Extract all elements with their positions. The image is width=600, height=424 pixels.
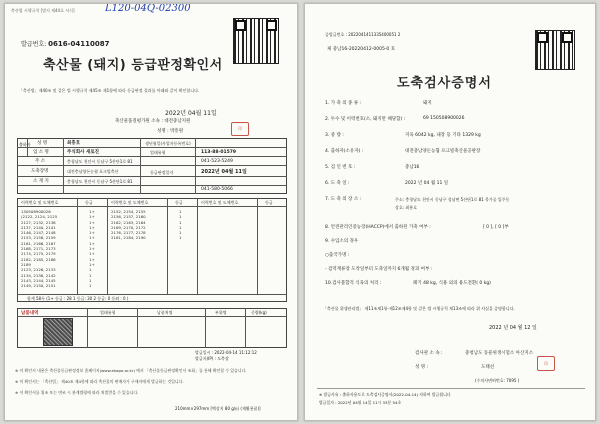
judge-name: 성명 : 박흥원	[157, 129, 184, 134]
trace-numbers-col-1: 150508900026 (2122, 2124, 2125 2127, 2132, 2136 2137, 2140, 2141 2146, 2147, 2148 2153, 2158, 2159 2161, 2166, 2167 2168, 2171, 2173 2174, 2175, 2179 2182, 2185, 2186 2189 2123, 2126, 2133 2134, 2138, 2142 2143, 2144, 2145 2149, 2150, 2151	[21, 209, 58, 289]
address-label: 주 소	[35, 159, 46, 164]
grades-col-2: 1 1 1 1 1 1	[179, 209, 182, 241]
footnote-2: ※ 이 확인서는 「축산법」 제40조 제4항에 따라 축산물의 판매자가 구매자에게 발급하는 것입니다.	[15, 379, 184, 384]
delivery-header-5: 중량(kg)	[251, 310, 267, 315]
item-3-label: 3. 중 량 :	[325, 133, 344, 138]
name-value: 최흥호	[67, 141, 81, 146]
trace-numbers-col-2: 2152, 2154, 2155 2156, 2157, 2160 2162, 2163, 2164 2169, 2170, 2172 2176, 2177, 2178 2181, 2184, 2190	[111, 209, 146, 241]
item-6-label: 6. 도 축 일 :	[325, 181, 350, 186]
item-5-value: 충남16	[405, 165, 420, 170]
inspector-seal-icon: 印	[537, 356, 555, 371]
grades-col-1: 1+ 1+ 1+ 1+ 1+ 1+ 1+ 1+ 1+ 1+ 1+ 1 1 1 1	[89, 209, 95, 289]
org-line: 축산물품질평가원 소속 : 대전충남지원	[115, 119, 191, 124]
birth-label: 생년월일(사업자등록번호)	[145, 141, 191, 146]
handwritten-code: L120-04Q-02300	[105, 3, 191, 14]
issue-number-label: 발급번호:	[21, 41, 47, 48]
item-6-value: 2022 년 04 월 11 일	[405, 181, 449, 186]
footnote-1: ※ 이 확인서 내용은 축산물등급판정정보 홈페이지(www.ekape.or.kr) 에서 「축산물등급판정확인서 조회」를 통해 확인할 수 있습니다.	[15, 368, 247, 373]
paper-size: 210mm×297mm [백상지 80 g/㎡ (재활용품)]	[175, 406, 261, 411]
cert-number: 제 충남16-20220412-0005-0 호	[327, 47, 396, 52]
issue-number	[21, 39, 110, 48]
inspector-name-value: 도태선	[481, 365, 495, 370]
item-8-label: 8. 안전관리인증농장(HACCP)에서 출하된 가축 여부 :	[325, 225, 431, 230]
delivery-header-3: 납품처명	[157, 310, 173, 315]
item-5-label: 5. 검 인 번 호 :	[325, 165, 356, 170]
item-10-label: 10.검사불합격 식육의 처리 :	[325, 281, 382, 286]
place-label: 도축장명	[31, 169, 49, 174]
qr-code-icon-right	[535, 30, 575, 70]
judge-date-label: 등급판정일자	[150, 170, 174, 175]
certificate-title-right: 도축검사증명서	[397, 76, 492, 91]
certificate-title: 축산물 (돼지) 등급판정확인서	[43, 58, 223, 73]
item-2-value: 69 150508900026	[423, 116, 465, 121]
item-2-label: 2. 두수 및 이력번호(소, 돼지만 해당함) :	[325, 117, 406, 122]
birth-value: 113-88-01579	[201, 150, 237, 155]
law-text: 「축산물 위생관리법」 제11조제1항·제12조제4항 및 같은 법 시행규칙 제13조에 따라 위 사실을 증명합니다.	[323, 306, 515, 311]
print-info-2: 발급자(IP) : 도축장	[195, 356, 229, 361]
item-10-value: 폐기 48 kg, 식용 외의 용도전환( 0 kg)	[413, 281, 491, 286]
item-1-value: 돼지	[423, 101, 432, 106]
footnote-3: ※ 이 확인서를 위조 또는 변조 시 관계법령에 따라 처벌받을 수 있습니다.	[15, 390, 139, 395]
issue-date-right: 2022 년 04 월 12 일	[489, 325, 537, 331]
item-9-label: 9. 수입소의 경우	[325, 239, 359, 244]
location-value: 충청남도 천안시 동남구 5산단1로 81	[67, 179, 133, 184]
grid-header-3: 이력번호 및 도체번호	[111, 200, 149, 205]
item-3-value: 지육 6042 kg, 내장 등 기타 1329 kg	[405, 133, 481, 138]
item-7b-value: 상호: 최흥호	[395, 205, 417, 210]
issue-number-right: 증발급번호 : 2022041411335400051 2	[325, 32, 401, 37]
intro-text: 「축산법」제40조 및 같은 법 시행규칙 제45조 제1항에 따라 등급판정 결과를 아래와 같이 확인합니다.	[19, 88, 200, 93]
print-info: 발급일시 : 2022-04-14 11:12:12	[195, 350, 257, 355]
item-7-label: 7. 도 축 의 장 소 :	[325, 197, 362, 202]
license-note: (수의사면허번호: 7095 )	[475, 378, 520, 383]
delivery-header-4: 부위명	[215, 310, 227, 315]
slaughter-inspection-certificate-page	[304, 3, 596, 421]
item-4-value: 대전충남양돈농협 포크빌축산물공판장	[405, 149, 481, 154]
phone-2: 041-580-5066	[201, 187, 233, 192]
item-7-value: 주소: 충청남도 천안시 동남구 성남면 5산단1로 81 목가공 입주동	[395, 197, 510, 202]
item-4-label: 4. 출하자(소유자) :	[325, 149, 364, 154]
phone-1: 041-523-5249	[201, 159, 233, 164]
qr-code-icon	[233, 18, 279, 64]
carcass-grid	[17, 198, 287, 302]
grade-total: 합계 58두 (1+ 등급 : 28 1 등급: 30 2 등급: 0 등외 : 0 )	[27, 296, 129, 301]
company-label: 업 소 명	[33, 150, 49, 155]
inspector-org-value: 충청남도 동물위생시험소 아산지소	[465, 351, 534, 356]
grid-header-1: 이력번호 및 도체번호	[21, 200, 59, 205]
place-value: 대전충남양돈농협 포크빌축산	[67, 169, 119, 174]
delivery-header-2: 업태유형	[100, 310, 116, 315]
item-8-value: [ 0 ], [ 0 ]부	[483, 225, 509, 230]
grid-header-5: 이력번호 및 도체번호	[201, 200, 239, 205]
type-label: 업태유형	[150, 150, 166, 155]
side-owner-label: 출하자	[19, 142, 31, 147]
judge-date-value: 2022년 04월 11일	[201, 169, 247, 175]
grid-header-2: 등급	[85, 200, 93, 205]
footer-note-2: 발급일자 : 2022년 04월 14일 11시 33분 54초	[319, 400, 402, 405]
footer-note-1: ※ 발급사유 : 출하자용도로 도축검사증명서(2022-04-14) 자하여 발급됩니다	[319, 392, 451, 397]
company-value: 주식회사 새로진	[67, 150, 99, 155]
grading-certificate-page	[4, 3, 298, 421]
item-1-label: 1. 가 축 의 종 류 :	[325, 101, 362, 106]
inspector-org-label: 검사관 소 속 :	[415, 351, 443, 356]
name-label: 성 명	[37, 141, 48, 146]
issue-number-value: 0616-04110087	[48, 40, 110, 48]
stamp-image-icon	[43, 318, 73, 346]
grid-header-4: 등급	[175, 200, 183, 205]
grid-header-6: 등급	[265, 200, 273, 205]
form-note: 축산법 시행규칙 [별지 제44호 서식]	[11, 8, 75, 13]
official-seal-icon: 印	[231, 122, 249, 136]
inspector-name-label: 성 명 :	[415, 365, 429, 370]
address-value: 충청남도 천안시 동남구 5산단1로 81	[67, 159, 133, 164]
delivery-header-1: 납품내역	[21, 311, 39, 316]
location-label: 소 재 지	[33, 179, 49, 184]
item-9b-label: - 검역계류장 도착일부터 도축일까지 6개월 경과 여부 :	[325, 267, 433, 272]
item-9a-label: ○출국가명 :	[325, 253, 350, 258]
issue-date: 2022년 04월 11일	[165, 110, 217, 117]
